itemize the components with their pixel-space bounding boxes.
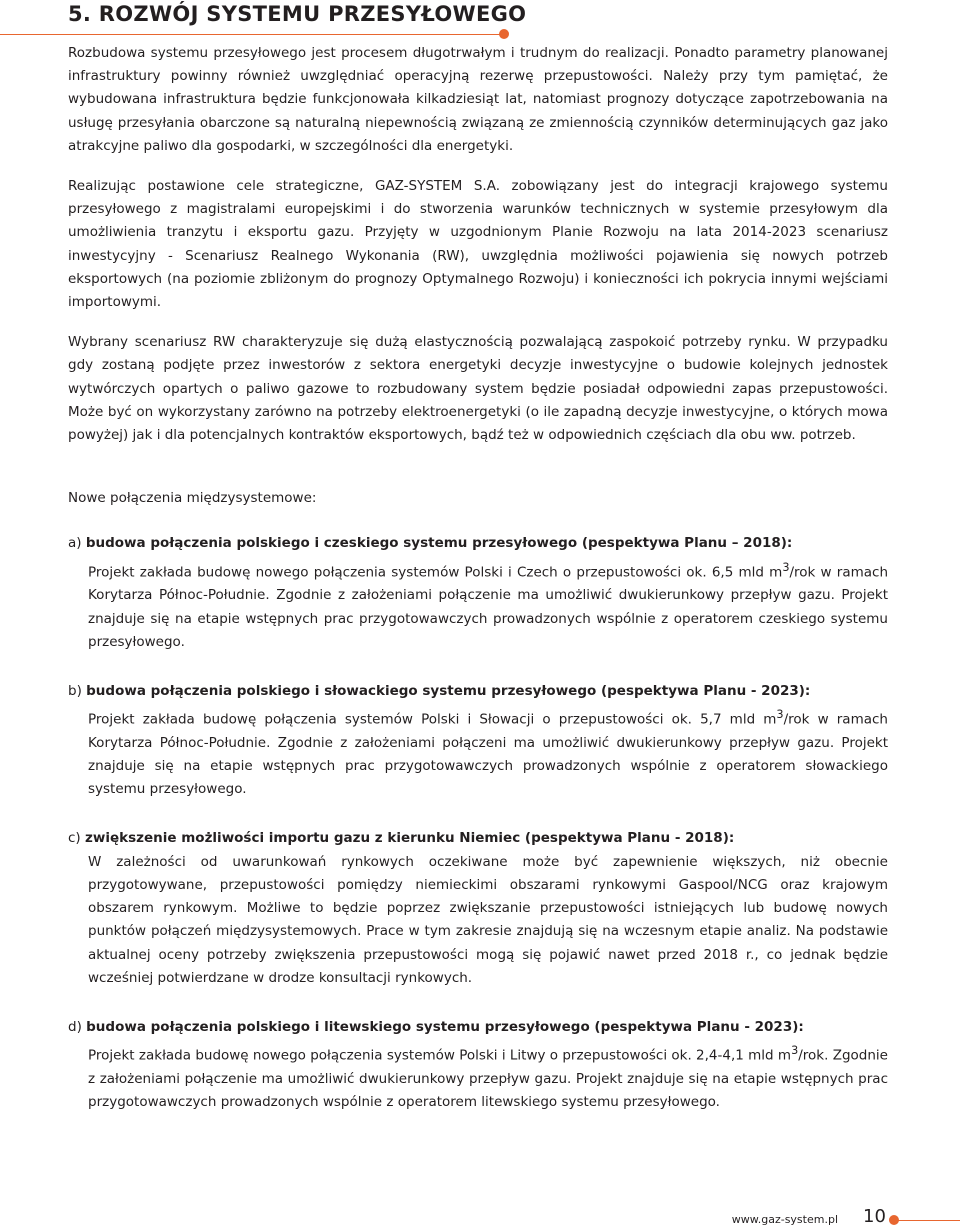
heading-divider	[0, 34, 504, 35]
item-title-text: budowa połączenia polskiego i litewskiego systemu przesyłowego (pespektywa Planu - 2023):	[86, 1018, 804, 1035]
superscript: 3	[782, 560, 790, 574]
item-body	[88, 851, 888, 990]
item-title-text: budowa połączenia polskiego i czeskiego systemu przesyłowego (pespektywa Planu – 2018):	[85, 535, 793, 552]
item-body-text: Projekt zakłada budowę nowego połączenia systemów Polski i Litwy o przepustowości ok. 2,4-4,1 mld m	[88, 1047, 792, 1064]
item-body-text: Projekt zakłada budowę nowego połączenia systemów Polski i Czech o przepustowości ok. 6,5 mld m	[88, 564, 783, 581]
item-letter: c)	[68, 830, 81, 847]
item-letter: b)	[68, 682, 82, 699]
item-letter: a)	[68, 535, 82, 552]
footer-divider	[893, 1220, 960, 1221]
item-body	[88, 1039, 888, 1114]
footer-url[interactable]: www.gaz-system.pl	[731, 1213, 838, 1226]
item-title	[68, 827, 888, 850]
heading-divider-dot	[499, 29, 509, 39]
item-body-text: /rok w ramach Korytarza Północ-Południe. Zgodnie z założeniami połączeni ma umożliwić dwukierunkowy przepływ gazu. Projekt znajduje się na etapie wstępnych prac przygotowawczych prowadzonych wspólnie z operatorem słowackiego systemu przesyłowego.	[88, 711, 888, 798]
item-body-text: Projekt zakłada budowę połączenia systemów Polski i Słowacji o przepustowości ok. 5,7 mld m	[88, 711, 777, 728]
footer-divider-dot	[889, 1215, 899, 1225]
superscript: 3	[791, 1044, 799, 1058]
document-body	[68, 42, 888, 1114]
item-title-text: zwiększenie możliwości importu gazu z kierunku Niemiec (pespektywa Planu - 2018):	[85, 830, 735, 847]
item-body-text: /rok w ramach Korytarza Północ-Południe. Zgodnie z założeniami połączenie ma umożliwić dwukierunkowy przepływ gazu. Projekt znajduje się na etapie wstępnych prac przygotowawczych prowadzonych wspólnie z operatorem czeskiego systemu przesyłowego.	[88, 564, 888, 650]
item-title	[68, 1016, 888, 1039]
item-body-text: W zależności od uwarunkowań rynkowych oczekiwane może być zapewnienie większych, niż obecnie przygotowywane, przepustowości pomiędzy niemieckimi obszarami rynkowymi Gaspool/NCG oraz krajowym obszarem rynkowym. Możliwe to będzie poprzez zwiększanie przepustowości istniejących lub budowę nowych punktów połączeń międzysystemowych. Prace w tym zakresie znajdują się na wczesnym etapie analiz. Na podstawie aktualnej oceny potrzeby zwiększenia przepustowości mogą się pojawić nawet przed 2018 r., co jednak będzie wcześniej potwierdzane w drodze konsultacji rynkowych.	[88, 853, 888, 986]
page-number: 10	[863, 1206, 886, 1227]
paragraph: Wybrany scenariusz RW charakteryzuje się dużą elastycznością pozwalającą zaspokoić potrzeby rynku. W przypadku gdy zostaną podjęte przez inwestorów z sektora energetyki decyzje inwestycyjne o budowie kolejnych jednostek wytwórczych opartych o paliwo gazowe to rozbudowany system będzie posiadał odpowiedni zapas przepustowości. Może być on wykorzystany zarówno na potrzeby elektroenergetyki (o ile zapadną decyzje inwestycyjne, o których mowa powyżej) jak i dla potencjalnych kontraktów eksportowych, bądź też w odpowiednich częściach dla obu ww. potrzeb.	[68, 334, 888, 444]
item-letter: d)	[68, 1018, 82, 1035]
item-title-text: budowa połączenia polskiego i słowackiego systemu przesyłowego (pespektywa Planu - 2023):	[86, 682, 811, 699]
item-title	[68, 680, 888, 703]
interconnections-intro: Nowe połączenia międzysystemowe:	[68, 490, 317, 507]
page-heading: 5. ROZWÓJ SYSTEMU PRZESYŁOWEGO	[68, 2, 527, 26]
superscript: 3	[776, 708, 784, 722]
interconnection-item	[68, 532, 888, 654]
interconnection-item	[68, 827, 888, 989]
paragraph: Realizując postawione cele strategiczne, GAZ-SYSTEM S.A. zobowiązany jest do integracji krajowego systemu przesyłowego z magistralami europejskimi i do stworzenia warunków technicznych w systemie przesyłowym dla umożliwienia tranzytu i eksportu gazu. Przyjęty w uzgodnionym Planie Rozwoju na lata 2014-2023 scenariusz inwestycyjny - Scenariusz Realnego Wykonania (RW), uwzględnia możliwości pojawienia się nowych potrzeb eksportowych (na poziomie zbliżonym do prognozy Optymalnego Rozwoju) i konieczności ich pokrycia innymi wejściami importowymi.	[68, 178, 888, 311]
interconnection-item	[68, 680, 888, 802]
item-title	[68, 532, 888, 555]
paragraph: Rozbudowa systemu przesyłowego jest procesem długotrwałym i trudnym do realizacji. Ponadto parametry planowanej infrastruktury powinny również uwzględniać operacyjną rezerwę przepustowości. Należy przy tym pamiętać, że wybudowana infrastruktura będzie funkcjonowała kilkadziesiąt lat, natomiast prognozy dotyczące zapotrzebowania na usługę przesyłania obarczone są naturalną niepewnością związaną ze zmiennością czynników determinujących gaz jako atrakcyjne paliwo dla gospodarki, w szczególności dla energetyki.	[68, 45, 888, 154]
item-body-text: /rok. Zgodnie z założeniami połączenie ma umożliwić dwukierunkowy przepływ gazu. Projekt znajduje się na etapie wstępnych prac przygotowawczych prowadzonych wspólnie z operatorem litewskiego systemu przesyłowego.	[88, 1047, 888, 1111]
interconnection-item	[68, 1016, 888, 1114]
item-body	[88, 703, 888, 801]
item-body	[88, 556, 888, 654]
